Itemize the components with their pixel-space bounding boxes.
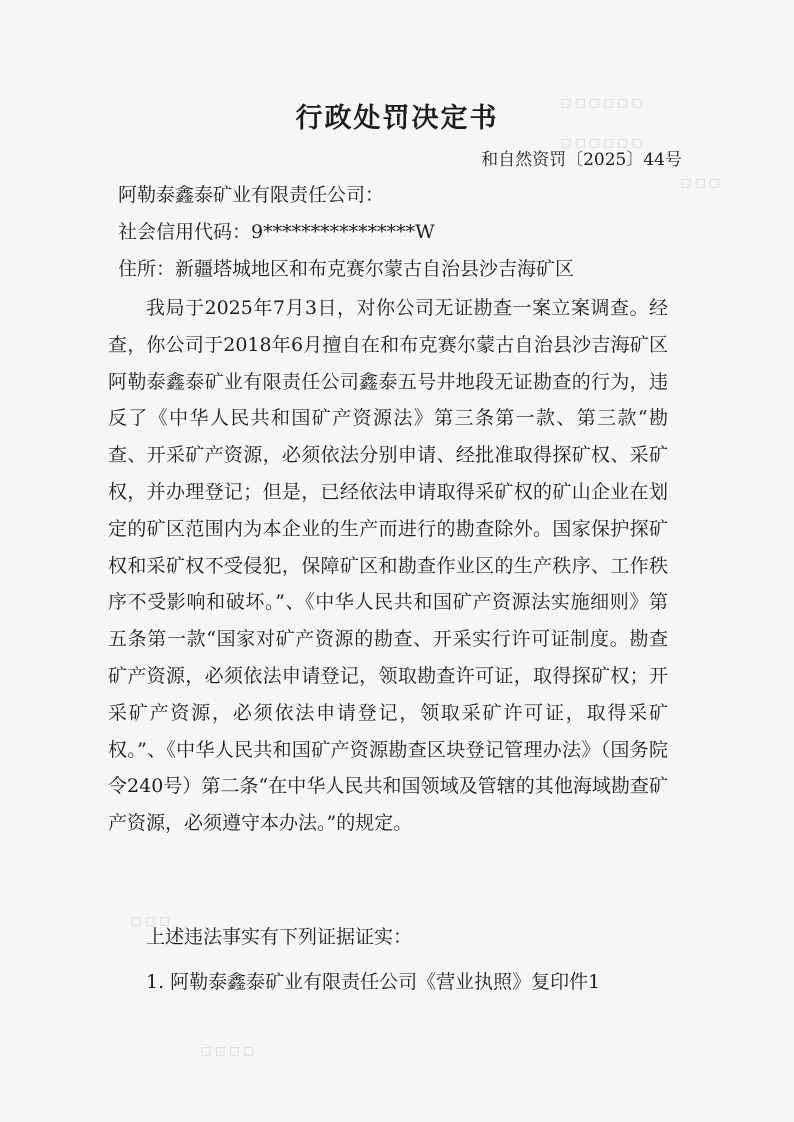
bleed-through-text: ▫▫▫▫▫▫ <box>560 132 646 153</box>
bleed-through-text: ▫▫▫ <box>680 172 723 193</box>
recipient-name: 阿勒泰鑫泰矿业有限责任公司： <box>118 184 385 206</box>
evidence-item: 1. 阿勒泰鑫泰矿业有限责任公司《营业执照》复印件1 <box>146 971 601 993</box>
body-paragraph: 我局于2025年7月3日，对你公司无证勘查一案立案调查。经查，你公司于2018年6月擅自在和布克赛尔蒙古自治县沙吉海矿区阿勒泰鑫泰矿业有限责任公司鑫泰五号井地段无证勘查的行为，违反了《中华人民共和国矿产资源法》第三条第一款、第三款“勘查、开采矿产资源，必须依法分别申请、经批准取得探矿权、采矿权，并办理登记；但是，已经依法申请取得采矿权的矿山企业在划定的矿区范围内为本企业的生产而进行的勘查除外。国家保护探矿权和采矿权不受侵犯，保障矿区和勘查作业区的生产秩序、工作秩序不受影响和破坏。”、《中华人民共和国矿产资源法实施细则》第五条第一款“国家对矿产资源的勘查、开采实行许可证制度。勘查矿产资源，必须依法申请登记，领取勘查许可证，取得探矿权；开采矿产资源，必须依法申请登记，领取采矿许可证，取得采矿权。”、《中华人民共和国矿产资源勘查区块登记管理办法》（国务院令240号）第二条“在中华人民共和国领域及管辖的其他海域勘查矿产资源，必须遵守本办法。”的规定。 <box>108 297 668 835</box>
bleed-through-text: ▫▫▫▫ <box>200 1040 257 1061</box>
address-line: 住所：新疆塔城地区和布克赛尔蒙古自治县沙吉海矿区 <box>118 258 575 280</box>
evidence-heading: 上述违法事实有下列证据证实： <box>146 926 413 948</box>
bleed-through-text: ▫▫▫▫▫▫ <box>560 92 646 113</box>
document-number: 和自然资罚〔2025〕44号 <box>481 150 682 170</box>
credit-code: 社会信用代码：9****************W <box>118 221 435 243</box>
document-title: 行政处罚决定书 <box>295 103 499 134</box>
bleed-through-text: ▫▫▫ <box>130 910 173 931</box>
